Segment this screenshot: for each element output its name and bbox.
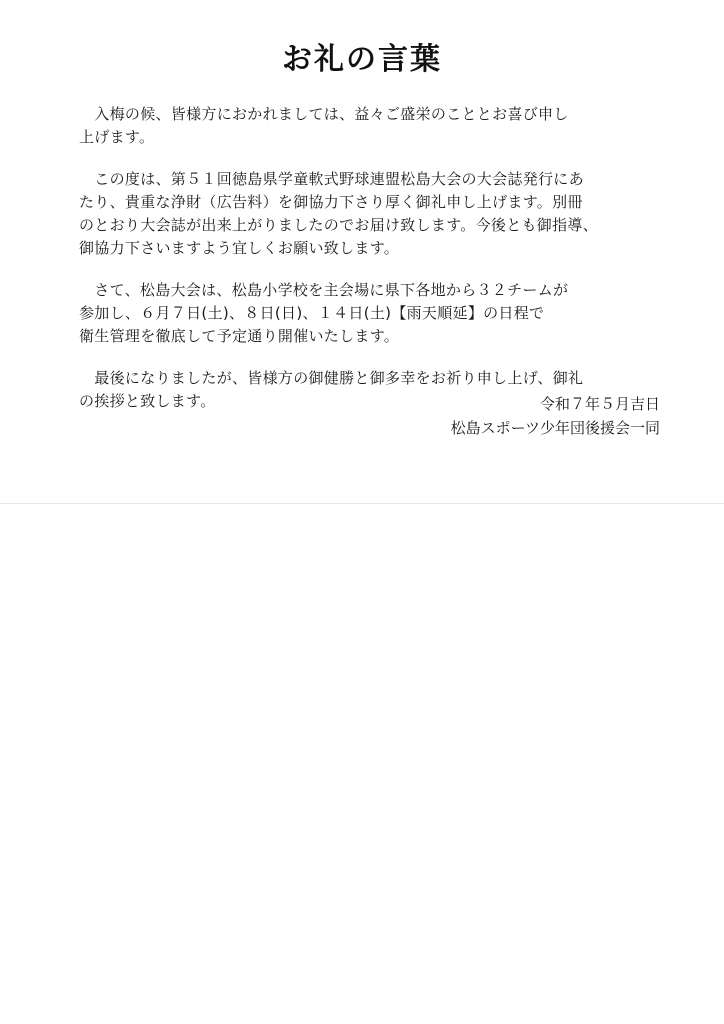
paragraph-thanks: この度は、第５１回徳島県学童軟式野球連盟松島大会の大会誌発行にあ たり、貴重な浄財（広告料）を御協力下さり厚く御礼申し上げます。別冊 のとおり大会誌が出来上がりましたのでお届け致します。今後とも御指導、 御協力下さいますよう宜しくお願い致します。 <box>79 170 599 257</box>
letter-body <box>79 103 649 432</box>
paragraph-greeting: 入梅の候、皆様方におかれましては、益々ご盛栄のこととお喜び申し 上げます。 <box>79 105 569 146</box>
paragraph-tournament: さて、松島大会は、松島小学校を主会場に県下各地から３２チームが 参加し、６月７日(土)、８日(日)、１４日(土)【雨天順延】の日程で 衛生管理を徹底して予定通り開催いたします。 <box>79 281 569 345</box>
letter-date: 令和７年５月吉日 <box>539 395 660 413</box>
paragraph-closing: 最後になりましたが、皆様方の御健勝と御多幸をお祈り申し上げ、御礼 の挨拶と致します。 <box>79 369 584 410</box>
signature: 松島スポーツ少年団後援会一同 <box>450 419 660 437</box>
closing-block <box>451 392 660 440</box>
fold-line <box>0 503 724 504</box>
page-title: お礼の言葉 <box>282 42 442 77</box>
